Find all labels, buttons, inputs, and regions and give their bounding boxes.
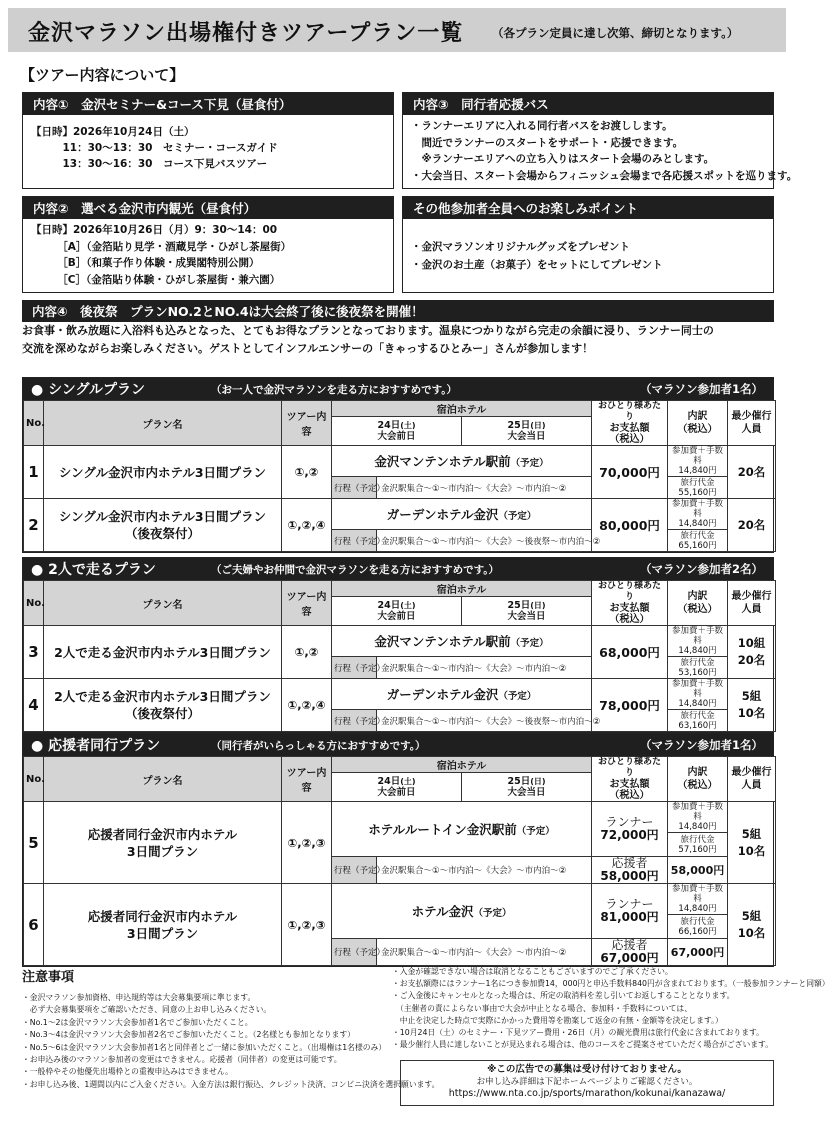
table-row	[24, 499, 776, 530]
plan-section	[22, 733, 774, 967]
plan-no: 5	[24, 802, 44, 884]
plan-no: 3	[24, 626, 44, 679]
plan-name: 応援者同行金沢市内ホテル 3日間プラン	[44, 884, 282, 966]
plan-price: 78,000円	[592, 679, 668, 732]
homepage-link[interactable]: https://www.nta.co.jp/sports/marathon/kokunai/kanazawa/	[448, 1088, 726, 1099]
plan-section	[22, 557, 774, 733]
plan-min: 5組 10名	[728, 802, 776, 884]
section-header	[23, 378, 773, 400]
content2-box	[22, 196, 394, 293]
itinerary-label: 行程（予定）	[332, 939, 377, 966]
table-row	[24, 802, 776, 833]
plan-fee: 参加費＋手数料 14,840円	[668, 626, 728, 657]
plan-fee: 参加費＋手数料 14,840円	[668, 884, 728, 915]
header-breakdown: 内訳 （税込）	[668, 581, 728, 626]
section-name: ● シングルプラン	[31, 382, 146, 398]
content3-line: ・大会当日、スタート会場からフィニッシュ会場まで各応援スポットを巡ります。	[411, 169, 798, 182]
table-row	[24, 626, 776, 657]
header-min: 最少催行 人員	[728, 581, 776, 626]
section-subtitle: （ご夫婦やお仲間で金沢マラソンを走る方におすすめです。）	[211, 564, 500, 576]
header-day24: 24日(土) 大会前日	[332, 773, 462, 802]
ad-detail: お申し込み詳細は下記ホームページよりご確認ください。	[476, 1077, 698, 1087]
header-plan: プラン名	[44, 401, 282, 446]
section-header	[23, 558, 773, 580]
header-no: No.	[24, 757, 44, 802]
note-line: ・10月24日（土）のセミナー・下見ツアー費用・26日（月）の観光費用は旅行代金に含まれております。	[392, 1028, 764, 1038]
plan-hotel: ホテル金沢（予定）	[332, 884, 592, 939]
plan-hotel: ガーデンホテル金沢（予定）	[332, 679, 592, 710]
section-subtitle: （お一人で金沢マラソンを走る方におすすめです。）	[211, 384, 458, 396]
note-line: 必ず大会募集要項をご確認いただき、同意の上お申し込みください。	[22, 1005, 272, 1015]
content3-body	[403, 115, 798, 189]
ad-box	[400, 1060, 774, 1106]
section-name: ● 応援者同行プラン	[31, 738, 161, 754]
plan-itinerary: 金沢駅集合～①～市内泊～《大会》～市内泊～②	[377, 477, 592, 499]
content4-text: 交流を深めながらお楽しみください。ゲストとしてインフルエンサーの「きゃっするひとみー」さんが参加します！	[22, 342, 594, 355]
note-line: ・入金が確認できない場合は取消となることもございますのでご了承ください。	[392, 967, 673, 976]
header-hotel: 宿泊ホテル	[332, 401, 592, 417]
note-line: ・No.5～6は金沢マラソン大会参加者1名と同伴者とご一緒に参加いただくこと。（出場権は1名様のみ）	[22, 1042, 387, 1052]
page-header	[8, 8, 786, 52]
note-line: ・ご入金後にキャンセルとなった場合は、所定の取消料を差し引いてお返しすることとなります。	[392, 991, 735, 1001]
plan-min: 10組 20名	[728, 626, 776, 679]
content1-body	[23, 115, 393, 177]
plan-price-runner: ランナー 81,000円	[592, 884, 668, 939]
content3-title: 内容③ 同行者応援バス	[403, 93, 773, 115]
plan-name: 2人で走る金沢市内ホテル3日間プラン （後夜祭付）	[44, 679, 282, 732]
plan-hotel: ホテルルートイン金沢駅前（予定）	[332, 802, 592, 857]
content1-line: 11：30～13：30 セミナー・コースガイド	[31, 142, 278, 154]
plan-name-line2: （後夜祭付）	[124, 706, 200, 721]
plan-tour: ①,②,④	[282, 679, 332, 732]
content2-line: ［A］（金箔貼り見学・酒蔵見学・ひがし茶屋街）	[31, 240, 292, 253]
plan-name-line2: （後夜祭付）	[124, 526, 200, 541]
plan-itinerary: 金沢駅集合～①～市内泊～《大会》～後夜祭～市内泊～②	[377, 530, 592, 552]
header-tour: ツアー内容	[282, 757, 332, 802]
plan-name: シングル金沢市内ホテル3日間プラン （後夜祭付）	[44, 499, 282, 552]
plan-name: 2人で走る金沢市内ホテル3日間プラン	[44, 626, 282, 679]
content2-line: 【日時】2026年10月26日（月）9：30～14：00	[31, 224, 278, 236]
note-line: ・金沢マラソン参加資格、申込規約等は大会募集要項に準じます。	[22, 993, 256, 1002]
plan-table	[23, 756, 776, 966]
plan-min: 20名	[728, 446, 776, 499]
plan-tour: ①,②,④	[282, 499, 332, 552]
note-line: ・No.3～4は金沢マラソン大会参加者2名でご参加いただくこと。（2名様とも参加となります）	[22, 1030, 355, 1040]
plan-fee: 参加費＋手数料 14,840円	[668, 499, 728, 530]
plan-table	[23, 400, 776, 552]
note-line: ・お申し込み後、1週間以内にご入金ください。入金方法は銀行振込、クレジット決済、コンビニ決済を選択願います。	[22, 1079, 440, 1089]
header-breakdown: 内訳 （税込）	[668, 401, 728, 446]
notes-right	[392, 966, 830, 1051]
header-day25: 25日(日) 大会当日	[462, 597, 592, 626]
page-title: 金沢マラソン出場権付きツアープラン一覧	[28, 21, 464, 46]
header-min: 最少催行 人員	[728, 401, 776, 446]
table-row	[24, 884, 776, 915]
plan-no: 6	[24, 884, 44, 966]
content2-body	[23, 219, 393, 293]
content2-line: ［B］（和菓子作り体験・成巽閣特別公開）	[31, 257, 260, 269]
plan-itinerary: 金沢駅集合～①～市内泊～《大会》～市内泊～②	[377, 857, 592, 884]
section-tag: （マラソン参加者2名）	[639, 562, 763, 576]
content2-title: 内容② 選べる金沢市内観光（昼食付）	[23, 197, 393, 219]
section-tag: （マラソン参加者1名）	[639, 382, 763, 396]
itinerary-label: 行程（予定）	[332, 530, 377, 552]
note-line: （主催者の責によらない事由で大会が中止となる場合、参加料・手数料については、	[392, 1003, 693, 1013]
plan-price-supporter: 応援者 67,000円	[592, 939, 668, 966]
content3-line: ※ランナーエリアへの立ち入りはスタート会場のみとします。	[411, 153, 715, 165]
content4-text: お食事・飲み放題に入浴料も込みとなった、とてもお得なプランとなっております。温泉につかりながら完走の余韻に浸り、ランナー同士の	[22, 324, 714, 337]
plan-name: シングル金沢市内ホテル3日間プラン	[44, 446, 282, 499]
header-day24: 24日(土) 大会前日	[332, 417, 462, 446]
header-price: おひとり様あたり お支払額 （税込）	[592, 581, 668, 626]
other-box	[402, 196, 774, 293]
other-line: ・金沢のお土産（お菓子）をセットにしてプレゼント	[411, 259, 663, 271]
header-price: おひとり様あたり お支払額 （税込）	[592, 401, 668, 446]
content3-line: ・ランナーエリアに入れる同行者バスをお渡しします。	[411, 120, 673, 132]
itinerary-label: 行程（予定）	[332, 710, 377, 732]
content3-box	[402, 92, 798, 189]
section-header	[23, 734, 773, 756]
other-line: ・金沢マラソンオリジナルグッズをプレゼント	[411, 241, 630, 253]
plan-tour: ①,②,③	[282, 884, 332, 966]
content1-line: 13：30～16：30 コース下見バスツアー	[31, 158, 268, 170]
other-title: その他参加者全員へのお楽しみポイント	[403, 197, 773, 219]
plan-travel: 旅行代金 55,160円	[668, 477, 728, 499]
header-day25: 25日(日) 大会当日	[462, 417, 592, 446]
header-tour: ツアー内容	[282, 581, 332, 626]
plan-tour: ①,②	[282, 626, 332, 679]
plan-price: 70,000円	[592, 446, 668, 499]
plan-itinerary: 金沢駅集合～①～市内泊～《大会》～市内泊～②	[377, 939, 592, 966]
plan-itinerary: 金沢駅集合～①～市内泊～《大会》～市内泊～②	[377, 657, 592, 679]
itinerary-label: 行程（予定）	[332, 477, 377, 499]
header-plan: プラン名	[44, 581, 282, 626]
plan-min: 5組 10名	[728, 679, 776, 732]
header-plan: プラン名	[44, 757, 282, 802]
plan-price: 80,000円	[592, 499, 668, 552]
header-no: No.	[24, 401, 44, 446]
plan-no: 4	[24, 679, 44, 732]
plan-no: 1	[24, 446, 44, 499]
plan-supporter-breakdown: 67,000円	[668, 939, 728, 966]
header-breakdown: 内訳 （税込）	[668, 757, 728, 802]
header-day24: 24日(土) 大会前日	[332, 597, 462, 626]
plan-travel: 旅行代金 53,160円	[668, 657, 728, 679]
table-row	[24, 679, 776, 710]
note-line: ・最少催行人員に達しないことが見込まれる場合は、他のコースをご提案させていただく場合がございます。	[392, 1040, 774, 1050]
content1-title: 内容① 金沢セミナー&コース下見（昼食付）	[23, 93, 393, 115]
plan-travel: 旅行代金 63,160円	[668, 710, 728, 732]
other-body	[403, 219, 773, 279]
table-row	[24, 446, 776, 477]
header-hotel: 宿泊ホテル	[332, 581, 592, 597]
plan-fee: 参加費＋手数料 14,840円	[668, 802, 728, 833]
note-line: 中止を決定した時点で実際にかかった費用等を勘案して返金の有無・金額等を決定します。）	[392, 1015, 723, 1025]
header-note: （各プラン定員に達し次第、締切となります。）	[492, 26, 739, 40]
content1-line: 【日時】2026年10月24日（土）	[31, 126, 195, 138]
plan-table	[23, 580, 776, 732]
header-min: 最少催行 人員	[728, 757, 776, 802]
plan-tour: ①,②,③	[282, 802, 332, 884]
header-day25: 25日(日) 大会当日	[462, 773, 592, 802]
plan-no: 2	[24, 499, 44, 552]
itinerary-label: 行程（予定）	[332, 657, 377, 679]
itinerary-label: 行程（予定）	[332, 857, 377, 884]
section-name: ● 2人で走るプラン	[31, 562, 156, 578]
header-no: No.	[24, 581, 44, 626]
note-line: ・一般枠やその他優先出場枠との重複申込みはできません。	[22, 1067, 233, 1077]
note-line: ・No.1～2は金沢マラソン大会参加者1名でご参加いただくこと。	[22, 1017, 253, 1027]
section-title: 【ツアー内容について】	[20, 66, 185, 84]
note-line: ・お申込み後のマラソン参加者の変更はできません。応援者（同伴者）の変更は可能です。	[22, 1055, 342, 1065]
plan-supporter-breakdown: 58,000円	[668, 857, 728, 884]
plan-travel: 旅行代金 66,160円	[668, 915, 728, 939]
plan-tour: ①,②	[282, 446, 332, 499]
plan-price-runner: ランナー 72,000円	[592, 802, 668, 857]
plan-min: 5組 10名	[728, 884, 776, 966]
header-tour: ツアー内容	[282, 401, 332, 446]
plan-travel: 旅行代金 65,160円	[668, 530, 728, 552]
plan-fee: 参加費＋手数料 14,840円	[668, 446, 728, 477]
plan-section	[22, 377, 774, 553]
content1-box	[22, 92, 394, 189]
header-price: おひとり様あたり お支払額 （税込）	[592, 757, 668, 802]
plan-price: 68,000円	[592, 626, 668, 679]
plan-price-supporter: 応援者 58,000円	[592, 857, 668, 884]
plan-hotel: ガーデンホテル金沢（予定）	[332, 499, 592, 530]
section-subtitle: （同行者がいらっしゃる方におすすめです。）	[211, 740, 426, 752]
section-tag: （マラソン参加者1名）	[639, 738, 763, 752]
plan-min: 20名	[728, 499, 776, 552]
plan-fee: 参加費＋手数料 14,840円	[668, 679, 728, 710]
content3-line: 間近でランナーのスタートをサポート・応援できます。	[411, 136, 684, 149]
plan-name: 応援者同行金沢市内ホテル 3日間プラン	[44, 802, 282, 884]
plan-itinerary: 金沢駅集合～①～市内泊～《大会》～後夜祭～市内泊～②	[377, 710, 592, 732]
header-hotel: 宿泊ホテル	[332, 757, 592, 773]
content4-body	[22, 322, 774, 358]
plan-hotel: 金沢マンテンホテル駅前（予定）	[332, 446, 592, 477]
note-line: ・お支払額際にはランナー1名につき参加費14，000円と申込手数料840円が含まれております。（一般参加ランナーと同額）	[392, 979, 830, 989]
notes-title: 注意事項	[22, 970, 75, 985]
plan-name-line2: 3日間プラン	[126, 843, 199, 859]
notes-left	[22, 992, 440, 1091]
ad-notice: ※この広告での募集は受け付けておりません。	[487, 1064, 687, 1075]
plan-hotel: 金沢マンテンホテル駅前（予定）	[332, 626, 592, 657]
plan-travel: 旅行代金 57,160円	[668, 833, 728, 857]
content4-title: 内容④ 後夜祭 プランNO.2とNO.4は大会終了後に後夜祭を開催！	[22, 300, 774, 322]
content2-line: ［C］（金箔貼り体験・ひがし茶屋街・兼六園）	[31, 273, 281, 286]
plan-name-line2: 3日間プラン	[126, 925, 199, 941]
